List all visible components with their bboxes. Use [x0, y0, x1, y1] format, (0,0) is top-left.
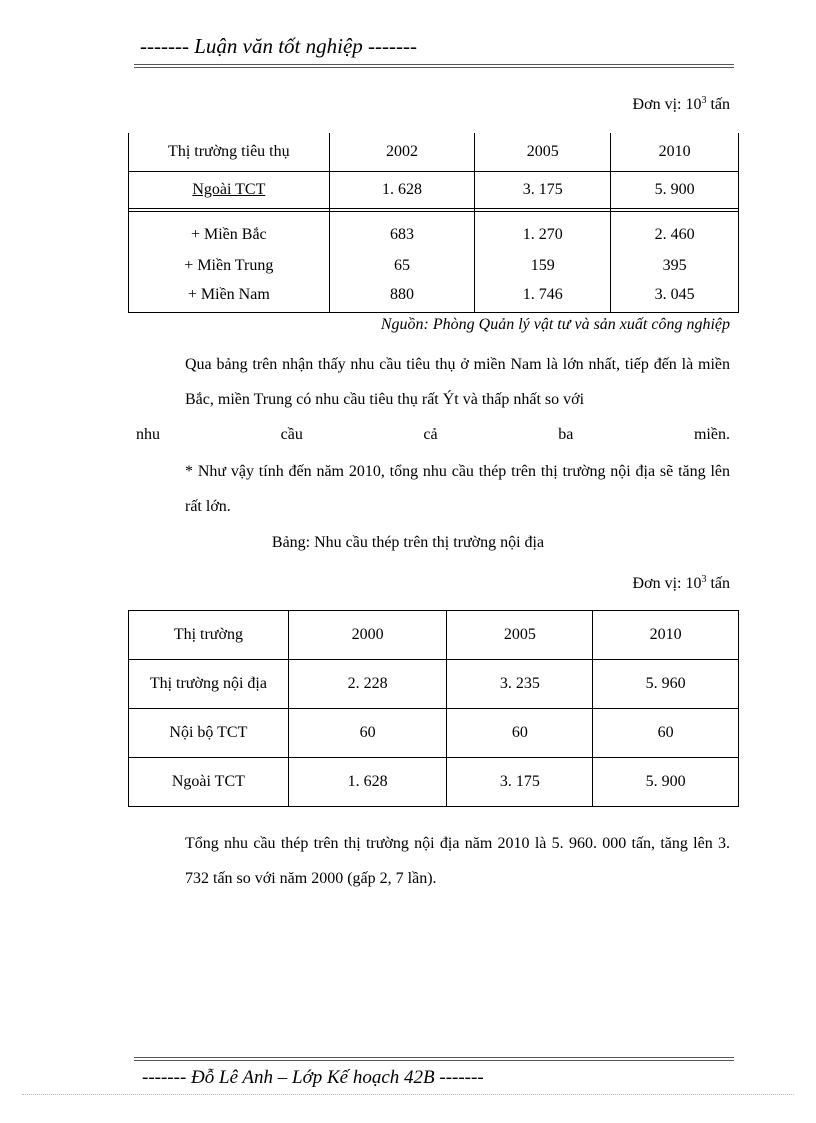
column-header: 2005: [475, 133, 611, 172]
domestic-steel-demand-table: [128, 610, 739, 807]
table2-unit: [633, 575, 730, 593]
word: ba: [558, 426, 574, 443]
table-row: [129, 709, 739, 758]
unit-prefix: Đơn vị: 10: [632, 96, 702, 113]
row-label: Thị trường nội địa: [129, 660, 289, 709]
unit-suffix: tấn: [706, 96, 730, 113]
table-row: [129, 212, 739, 252]
column-header: 2002: [329, 133, 475, 172]
table-cell: 1. 628: [329, 172, 475, 209]
table-cell: 3. 175: [475, 172, 611, 209]
paragraph-last-line: [136, 417, 730, 452]
row-label: [129, 172, 330, 209]
word: cầu: [280, 426, 303, 443]
table-cell: 60: [593, 709, 739, 758]
unit-exponent: 3: [701, 95, 707, 106]
paragraph-body: Qua bảng trên nhận thấy nhu cầu tiêu thụ ở miền Nam là lớn nhất, tiếp đến là miền Bắc, miền Trung có nhu cầu tiêu thụ rất Ýt và thấp nhất so với: [185, 356, 730, 408]
table1-source: Nguồn: Phòng Quản lý vật tư và sản xuất công nghiệp: [380, 316, 730, 333]
table2-caption: Bảng: Nhu cầu thép trên thị trường nội địa: [271, 534, 545, 551]
table-cell: 5. 900: [611, 172, 739, 209]
table-cell: 880: [329, 280, 475, 313]
row-label: + Miền Trung: [129, 251, 330, 280]
footer-title: ------- Đỗ Lê Anh – Lớp Kế hoạch 42B -------: [142, 1067, 484, 1088]
table-cell: 2. 460: [611, 212, 739, 252]
table-cell: 1. 628: [288, 758, 447, 807]
footer-rule-top: [134, 1057, 734, 1058]
table-cell: 395: [611, 251, 739, 280]
word: cả: [423, 426, 438, 443]
header-rule-top: [134, 64, 734, 65]
footer-rule-bottom: [134, 1060, 734, 1061]
table-cell: 3. 175: [447, 758, 593, 807]
unit-exponent: 3: [701, 574, 707, 585]
page-bottom-dotted-line: [22, 1094, 794, 1095]
consumption-by-region-table: [128, 133, 739, 313]
unit-prefix: Đơn vị: 10: [632, 575, 702, 592]
table-cell: 5. 960: [593, 660, 739, 709]
table-row: [129, 280, 739, 313]
column-header: 2000: [288, 611, 447, 660]
column-header: Thị trường tiêu thụ: [129, 133, 330, 172]
column-header: 2005: [447, 611, 593, 660]
table-row-subtotal: [129, 172, 739, 209]
column-header: 2010: [611, 133, 739, 172]
table-cell: 1. 270: [475, 212, 611, 252]
row-label: + Miền Nam: [129, 280, 330, 313]
paragraph-conclusion: [136, 454, 730, 524]
table-cell: 60: [288, 709, 447, 758]
row-label: Ngoài TCT: [129, 758, 289, 807]
table-row: [129, 251, 739, 280]
table1-unit: [633, 96, 730, 114]
column-header: Thị trường: [129, 611, 289, 660]
paragraph-body: Tổng nhu cầu thép trên thị trường nội địa năm 2010 là 5. 960. 000 tấn, tăng lên 3. 732 tấn so với năm 2000 (gấp 2, 7 lần).: [185, 835, 730, 887]
table-header-row: [129, 611, 739, 660]
row-label: + Miền Bắc: [129, 212, 330, 252]
paragraph-body: * Như vậy tính đến năm 2010, tổng nhu cầu thép trên thị trường nội địa sẽ tăng lên rất lớn.: [185, 463, 730, 515]
header-rule-bottom: [134, 67, 734, 68]
table-cell: 3. 235: [447, 660, 593, 709]
table-header-row: [129, 133, 739, 172]
header-title: ------- Luận văn tốt nghiệp -------: [140, 34, 417, 58]
table-cell: 683: [329, 212, 475, 252]
row-label: Nội bộ TCT: [129, 709, 289, 758]
paragraph-total-demand: [136, 826, 730, 896]
table-cell: 5. 900: [593, 758, 739, 807]
unit-suffix: tấn: [706, 575, 730, 592]
subtotal-label: Ngoài TCT: [192, 181, 266, 198]
table-cell: 1. 746: [475, 280, 611, 313]
column-header: 2010: [593, 611, 739, 660]
table-row: [129, 758, 739, 807]
word: miền.: [693, 426, 730, 443]
table-cell: 159: [475, 251, 611, 280]
table-cell: 3. 045: [611, 280, 739, 313]
paragraph-regional-analysis: [136, 347, 730, 452]
table-cell: 60: [447, 709, 593, 758]
table-cell: 2. 228: [288, 660, 447, 709]
table-row: [129, 660, 739, 709]
word: nhu: [136, 426, 160, 443]
table-cell: 65: [329, 251, 475, 280]
